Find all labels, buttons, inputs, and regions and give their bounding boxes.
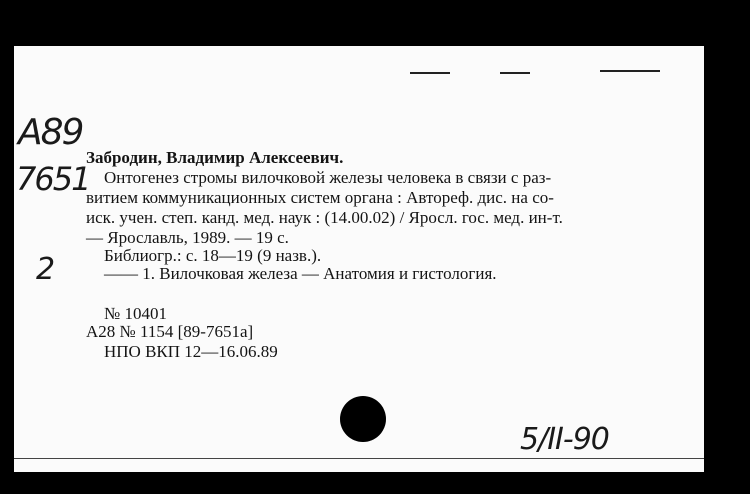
record-index: А28 № 1154 [89-7651а]	[86, 322, 254, 341]
top-dash-1	[410, 72, 450, 74]
author-heading: Забродин, Владимир Алексеевич.	[86, 148, 344, 167]
title-line-3: иск. учен. степ. канд. мед. наук : (14.00.02) / Яросл. гос. мед. ин-т.	[86, 208, 563, 227]
handwritten-bottom-right: 5/II-90	[520, 422, 609, 457]
bibliography-note: Библиогр.: с. 18—19 (9 назв.).	[104, 246, 322, 265]
card-bottom-edge	[14, 458, 704, 459]
title-line-4: — Ярославль, 1989. — 19 с.	[86, 228, 289, 247]
punch-hole	[340, 396, 386, 442]
subject-heading: —— 1. Вилочковая железа — Анатомия и гистология.	[104, 264, 497, 283]
top-dash-2	[500, 72, 530, 74]
title-line-1: Онтогенез стромы вилочковой железы человека в связи с раз-	[104, 168, 552, 187]
title-line-2: витием коммуникационных систем органа : Автореф. дис. на со-	[86, 188, 554, 207]
npo-line: НПО ВКП 12—16.06.89	[104, 342, 278, 361]
top-dash-3	[600, 70, 660, 72]
handwritten-code-bottom: 7651	[16, 160, 90, 198]
handwritten-left-mark: 2	[36, 252, 56, 287]
handwritten-code-top: A89	[18, 112, 83, 153]
record-number: № 10401	[104, 304, 167, 323]
